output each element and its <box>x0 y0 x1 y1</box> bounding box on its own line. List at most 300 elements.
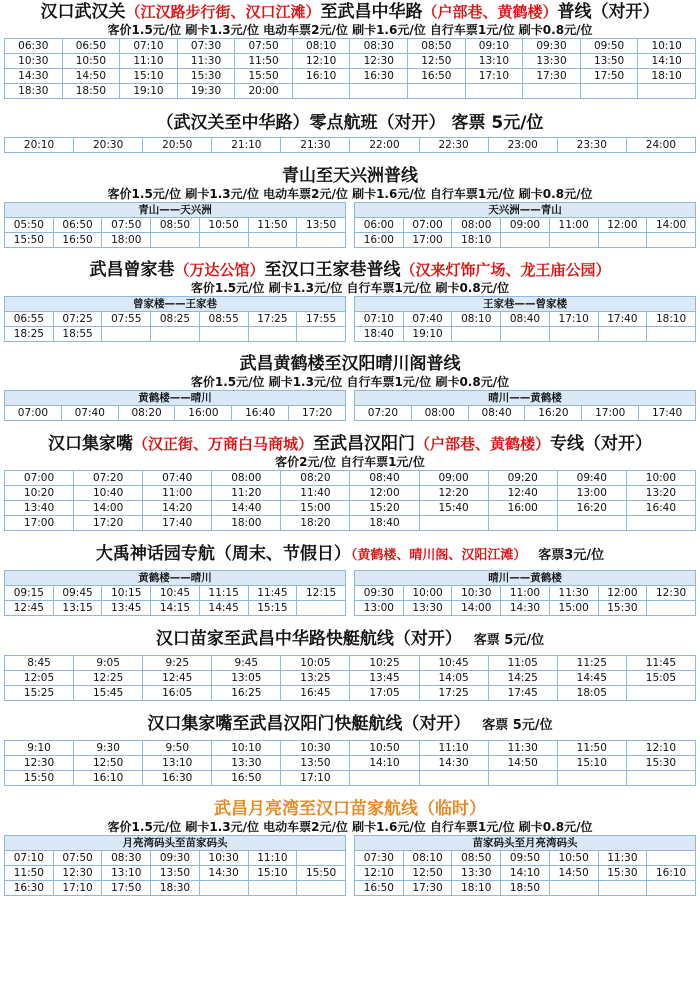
departure-time: 06:50 <box>62 39 120 54</box>
departure-time: 11:10 <box>120 54 178 69</box>
departure-time: 15:50 <box>235 69 293 84</box>
departure-time: 12:50 <box>74 756 143 771</box>
departure-time: 17:25 <box>419 686 488 701</box>
table-row <box>5 851 346 866</box>
departure-time: 15:50 <box>5 233 54 248</box>
departure-time: 07:50 <box>53 851 102 866</box>
departure-time: 06:30 <box>5 39 63 54</box>
departure-time: 16:20 <box>525 406 582 421</box>
departure-time: 15:45 <box>74 686 143 701</box>
departure-time: 14:50 <box>488 756 557 771</box>
departure-time: 08:50 <box>408 39 466 54</box>
departure-time: 08:30 <box>350 39 408 54</box>
departure-time: 17:00 <box>403 233 452 248</box>
departure-time: 15:25 <box>5 686 74 701</box>
direction-header: 黄鹤楼——晴川 <box>5 391 346 406</box>
table-row <box>5 218 346 233</box>
departure-time <box>647 881 696 896</box>
table-row <box>355 866 696 881</box>
departure-time: 11:30 <box>549 586 598 601</box>
departure-time: 18:10 <box>638 69 696 84</box>
table-row <box>5 406 346 421</box>
departure-time <box>626 686 695 701</box>
timetable-left <box>4 570 346 616</box>
route-yueliangwan-miaojia <box>4 798 696 896</box>
departure-time: 08:00 <box>212 471 281 486</box>
table-row <box>5 771 696 786</box>
departure-time: 09:20 <box>488 471 557 486</box>
departure-time: 15:30 <box>626 756 695 771</box>
departure-time: 09:30 <box>523 39 581 54</box>
departure-time: 15:30 <box>177 69 235 84</box>
departure-time: 9:10 <box>5 741 74 756</box>
departure-time: 11:10 <box>419 741 488 756</box>
ticket-price: 客票 5元/位 <box>473 633 545 648</box>
table-row <box>355 881 696 896</box>
departure-time <box>419 771 488 786</box>
departure-time <box>248 881 297 896</box>
departure-time: 07:00 <box>403 218 452 233</box>
departure-time: 10:30 <box>452 586 501 601</box>
title-part: 普线（对开） <box>557 2 660 22</box>
departure-time: 15:50 <box>5 771 74 786</box>
departure-time: 13:30 <box>212 756 281 771</box>
route-title <box>4 433 696 455</box>
departure-time: 13:30 <box>523 54 581 69</box>
direction-header: 晴川——黄鹤楼 <box>355 391 696 406</box>
departure-time: 07:55 <box>102 312 151 327</box>
table-row <box>355 601 696 616</box>
departure-time <box>248 327 297 342</box>
departure-time: 18:10 <box>452 233 501 248</box>
table-row <box>5 54 696 69</box>
departure-time: 13:00 <box>355 601 404 616</box>
departure-time: 21:30 <box>281 138 350 153</box>
departure-time: 17:10 <box>465 69 523 84</box>
departure-time: 12:30 <box>350 54 408 69</box>
departure-time: 08:10 <box>292 39 350 54</box>
departure-time: 20:10 <box>5 138 74 153</box>
departure-time: 19:10 <box>120 84 178 99</box>
departure-time: 10:30 <box>5 54 63 69</box>
direction-header: 天兴洲——青山 <box>355 203 696 218</box>
departure-time <box>647 327 696 342</box>
departure-time: 09:45 <box>53 586 102 601</box>
title-part: 武昌曾家巷 <box>89 260 175 280</box>
departure-time: 17:05 <box>350 686 419 701</box>
departure-time: 13:45 <box>350 671 419 686</box>
departure-time: 18:10 <box>647 312 696 327</box>
timetable-right <box>354 390 696 421</box>
departure-time: 13:50 <box>297 218 346 233</box>
route-qingshan-tianxingzhou <box>4 165 696 248</box>
departure-time: 14:30 <box>199 866 248 881</box>
departure-time <box>199 233 248 248</box>
timetable-right <box>354 296 696 342</box>
departure-time: 18:50 <box>62 84 120 99</box>
departure-time <box>452 327 501 342</box>
departure-time <box>297 601 346 616</box>
departure-time: 09:50 <box>580 39 638 54</box>
departure-time: 14:00 <box>74 501 143 516</box>
departure-time <box>292 84 350 99</box>
departure-time: 08:50 <box>452 851 501 866</box>
departure-time: 16:45 <box>281 686 350 701</box>
departure-time: 07:40 <box>403 312 452 327</box>
departure-time: 09:40 <box>557 471 626 486</box>
departure-time <box>419 516 488 531</box>
direction-header: 苗家码头至月亮湾码头 <box>355 836 696 851</box>
table-row <box>5 866 346 881</box>
departure-time: 18:50 <box>501 881 550 896</box>
departure-time: 11:50 <box>5 866 54 881</box>
departure-time: 11:20 <box>212 486 281 501</box>
departure-time: 11:50 <box>557 741 626 756</box>
departure-time: 09:00 <box>501 218 550 233</box>
departure-time: 08:40 <box>468 406 525 421</box>
table-row <box>5 516 696 531</box>
table-header-row <box>355 571 696 586</box>
departure-time: 14:50 <box>549 866 598 881</box>
departure-time: 16:00 <box>488 501 557 516</box>
departure-time: 05:50 <box>5 218 54 233</box>
departure-time: 18:10 <box>452 881 501 896</box>
departure-time: 09:15 <box>5 586 54 601</box>
departure-time: 11:50 <box>248 218 297 233</box>
departure-time: 10:25 <box>350 656 419 671</box>
departure-time: 12:45 <box>5 601 54 616</box>
route-zengjiaxiang-wangjiaxiang <box>4 259 696 342</box>
departure-time: 14:40 <box>212 501 281 516</box>
departure-time: 11:40 <box>281 486 350 501</box>
departure-time <box>350 84 408 99</box>
departure-time: 17:40 <box>639 406 696 421</box>
departure-time <box>408 84 466 99</box>
departure-time: 12:10 <box>355 866 404 881</box>
table-row <box>355 586 696 601</box>
departure-time <box>549 881 598 896</box>
departure-time: 17:20 <box>289 406 346 421</box>
price-line: 客价1.5元/位 刷卡1.3元/位 电动车票2元/位 刷卡1.6元/位 自行车票1元/位 刷卡0.8元/位 <box>107 23 593 37</box>
departure-time: 10:05 <box>281 656 350 671</box>
departure-time <box>647 601 696 616</box>
departure-time <box>523 84 581 99</box>
departure-time: 24:00 <box>626 138 695 153</box>
departure-time: 13:05 <box>212 671 281 686</box>
departure-time: 10:45 <box>151 586 200 601</box>
table-row <box>5 586 346 601</box>
departure-time: 11:30 <box>177 54 235 69</box>
departure-time: 06:00 <box>355 218 404 233</box>
departure-time: 17:30 <box>403 881 452 896</box>
table-row <box>5 84 696 99</box>
route-midnight <box>4 112 696 153</box>
departure-time <box>598 327 647 342</box>
price-line: 客价1.5元/位 刷卡1.3元/位 自行车票1元/位 刷卡0.8元/位 <box>190 375 510 389</box>
departure-time: 11:00 <box>143 486 212 501</box>
direction-header: 曾家楼——王家巷 <box>5 297 346 312</box>
departure-time: 11:15 <box>199 586 248 601</box>
departure-time: 15:00 <box>549 601 598 616</box>
departure-time: 14:10 <box>350 756 419 771</box>
departure-time <box>199 327 248 342</box>
departure-time: 13:10 <box>465 54 523 69</box>
departure-time: 08:40 <box>501 312 550 327</box>
departure-time: 07:10 <box>5 851 54 866</box>
table-row <box>5 138 696 153</box>
departure-time: 15:15 <box>248 601 297 616</box>
departure-time: 12:30 <box>647 586 696 601</box>
departure-time: 08:40 <box>350 471 419 486</box>
departure-time: 07:20 <box>355 406 412 421</box>
ticket-price: 客票 5元/位 <box>482 718 553 733</box>
departure-time: 16:50 <box>408 69 466 84</box>
departure-time: 14:10 <box>638 54 696 69</box>
departure-time: 11:00 <box>501 586 550 601</box>
departure-time <box>297 327 346 342</box>
empty-cell <box>297 851 346 866</box>
departure-time <box>647 233 696 248</box>
departure-time: 13:10 <box>102 866 151 881</box>
table-row <box>355 851 696 866</box>
table-row <box>5 501 696 516</box>
departure-time: 10:00 <box>403 586 452 601</box>
table-header-row <box>5 391 346 406</box>
departure-time: 09:30 <box>355 586 404 601</box>
table-header-row <box>355 297 696 312</box>
route-wuhanguan-zhonghua <box>4 1 696 99</box>
departure-time <box>297 881 346 896</box>
departure-time: 18:20 <box>281 516 350 531</box>
departure-time: 12:30 <box>53 866 102 881</box>
departure-time: 15:20 <box>350 501 419 516</box>
departure-time: 16:50 <box>355 881 404 896</box>
departure-time: 11:30 <box>598 851 647 866</box>
route-jijiazui-hanyangmen <box>4 433 696 531</box>
departure-time: 16:40 <box>232 406 289 421</box>
departure-time: 09:00 <box>419 471 488 486</box>
departure-time: 15:10 <box>120 69 178 84</box>
departure-time: 9:30 <box>74 741 143 756</box>
departure-time <box>102 327 151 342</box>
departure-time: 07:30 <box>177 39 235 54</box>
departure-time: 16:05 <box>143 686 212 701</box>
timetable-right <box>354 570 696 616</box>
departure-time: 12:00 <box>598 218 647 233</box>
departure-time: 15:30 <box>598 601 647 616</box>
departure-time: 14:30 <box>501 601 550 616</box>
departure-time: 11:50 <box>235 54 293 69</box>
departure-time: 11:45 <box>626 656 695 671</box>
departure-time: 12:45 <box>143 671 212 686</box>
departure-time: 16:50 <box>53 233 102 248</box>
departure-time: 18:55 <box>53 327 102 342</box>
title-stops: （江汉路步行街、汉口江滩） <box>125 3 321 21</box>
price-line: 客价1.5元/位 刷卡1.3元/位 电动车票2元/位 刷卡1.6元/位 自行车票1元/位 刷卡0.8元/位 <box>107 820 593 834</box>
departure-time: 10:30 <box>199 851 248 866</box>
table-row <box>5 39 696 54</box>
departure-time: 17:30 <box>523 69 581 84</box>
departure-time: 13:10 <box>143 756 212 771</box>
departure-time: 07:10 <box>355 312 404 327</box>
departure-time: 10:50 <box>350 741 419 756</box>
table-header-row <box>355 836 696 851</box>
departure-time: 10:40 <box>74 486 143 501</box>
departure-time <box>199 881 248 896</box>
departure-time: 12:00 <box>350 486 419 501</box>
departure-time: 13:30 <box>403 601 452 616</box>
title-stops: （万达公馆） <box>174 261 265 279</box>
departure-time: 22:00 <box>350 138 419 153</box>
timetable <box>4 137 696 153</box>
departure-time: 12:50 <box>408 54 466 69</box>
departure-time: 09:10 <box>465 39 523 54</box>
title-stops: （户部巷、黄鹤楼） <box>422 3 558 21</box>
departure-time: 10:00 <box>626 471 695 486</box>
departure-time: 08:30 <box>102 851 151 866</box>
table-header-row <box>355 391 696 406</box>
departure-time <box>488 516 557 531</box>
title-part: 汉口苗家至武昌中华路快艇航线（对开） <box>155 629 462 649</box>
departure-time: 10:10 <box>212 741 281 756</box>
table-header-row <box>5 203 346 218</box>
route-title <box>4 713 696 737</box>
timetable-left <box>4 296 346 342</box>
departure-time <box>626 771 695 786</box>
title-part: 汉口集家嘴 <box>47 434 133 454</box>
departure-time: 07:00 <box>5 471 74 486</box>
departure-time: 18:40 <box>350 516 419 531</box>
departure-time: 10:20 <box>5 486 74 501</box>
ticket-price: 客票3元/位 <box>538 548 605 563</box>
table-row <box>355 233 696 248</box>
departure-time: 17:00 <box>582 406 639 421</box>
departure-time <box>598 881 647 896</box>
departure-time: 17:25 <box>248 312 297 327</box>
departure-time <box>465 84 523 99</box>
departure-time: 07:40 <box>61 406 118 421</box>
title-part: 汉口集家嘴至武昌汉阳门快艇航线（对开） <box>147 714 471 734</box>
departure-time: 19:30 <box>177 84 235 99</box>
departure-time: 10:50 <box>62 54 120 69</box>
departure-time <box>350 771 419 786</box>
departure-time: 13:40 <box>5 501 74 516</box>
departure-time: 12:40 <box>488 486 557 501</box>
departure-time: 08:20 <box>118 406 175 421</box>
departure-time: 14:00 <box>647 218 696 233</box>
departure-time: 17:10 <box>281 771 350 786</box>
route-huanghelou-qingchuange <box>4 353 696 421</box>
route-title: 武昌黄鹤楼至汉阳晴川阁普线 <box>239 354 461 374</box>
departure-time: 12:25 <box>74 671 143 686</box>
table-row <box>5 686 696 701</box>
price-line: 客价1.5元/位 刷卡1.3元/位 自行车票1元/位 刷卡0.8元/位 <box>190 281 510 295</box>
departure-time: 16:40 <box>626 501 695 516</box>
departure-time: 16:30 <box>143 771 212 786</box>
departure-time: 12:10 <box>292 54 350 69</box>
table-row <box>5 756 696 771</box>
direction-header: 月亮湾码头至苗家码头 <box>5 836 346 851</box>
departure-time: 10:50 <box>549 851 598 866</box>
departure-time: 09:30 <box>151 851 200 866</box>
departure-time: 12:15 <box>297 586 346 601</box>
departure-time: 14:25 <box>488 671 557 686</box>
departure-time: 9:45 <box>212 656 281 671</box>
departure-time: 13:30 <box>452 866 501 881</box>
departure-time: 08:00 <box>452 218 501 233</box>
departure-time: 13:45 <box>102 601 151 616</box>
departure-time: 14:45 <box>557 671 626 686</box>
departure-time <box>557 771 626 786</box>
route-miaojia-zhonghua-speedboat <box>4 628 696 701</box>
departure-time: 12:30 <box>5 756 74 771</box>
table-row <box>5 741 696 756</box>
departure-time: 13:20 <box>626 486 695 501</box>
departure-time <box>488 771 557 786</box>
departure-time: 18:40 <box>355 327 404 342</box>
departure-time: 07:10 <box>120 39 178 54</box>
departure-time: 18:30 <box>151 881 200 896</box>
departure-time: 08:10 <box>403 851 452 866</box>
table-header-row <box>5 571 346 586</box>
departure-time: 11:45 <box>248 586 297 601</box>
route-jijiazui-hanyangmen-speedboat <box>4 713 696 786</box>
departure-time: 17:50 <box>580 69 638 84</box>
timetable <box>4 38 696 99</box>
departure-time: 12:05 <box>5 671 74 686</box>
departure-time: 06:50 <box>53 218 102 233</box>
table-row <box>5 881 346 896</box>
departure-time: 12:50 <box>403 866 452 881</box>
title-part: 至汉口王家巷普线 <box>264 260 401 280</box>
departure-time: 17:40 <box>598 312 647 327</box>
route-title <box>4 543 696 567</box>
departure-time: 11:00 <box>549 218 598 233</box>
table-row <box>5 327 346 342</box>
departure-time <box>549 233 598 248</box>
departure-time: 06:55 <box>5 312 54 327</box>
departure-time: 13:50 <box>281 756 350 771</box>
departure-time: 14:30 <box>419 756 488 771</box>
departure-time <box>297 233 346 248</box>
departure-time: 13:00 <box>557 486 626 501</box>
departure-time: 20:30 <box>74 138 143 153</box>
table-row <box>5 471 696 486</box>
departure-time: 16:30 <box>350 69 408 84</box>
timetable <box>4 740 696 786</box>
departure-time: 10:45 <box>419 656 488 671</box>
departure-time: 13:50 <box>151 866 200 881</box>
departure-time: 08:10 <box>452 312 501 327</box>
departure-time: 18:05 <box>557 686 626 701</box>
timetable-left <box>4 835 346 896</box>
departure-time: 08:00 <box>411 406 468 421</box>
departure-time: 15:05 <box>626 671 695 686</box>
departure-time: 12:10 <box>626 741 695 756</box>
route-title <box>4 1 696 23</box>
departure-time: 22:30 <box>419 138 488 153</box>
departure-time: 20:00 <box>235 84 293 99</box>
title-part: 至武昌中华路 <box>320 2 423 22</box>
departure-time: 14:20 <box>143 501 212 516</box>
departure-time: 23:00 <box>488 138 557 153</box>
departure-time: 13:15 <box>53 601 102 616</box>
departure-time: 07:50 <box>102 218 151 233</box>
table-row <box>5 486 696 501</box>
departure-time: 10:15 <box>102 586 151 601</box>
departure-time: 07:30 <box>355 851 404 866</box>
table-row <box>5 233 346 248</box>
